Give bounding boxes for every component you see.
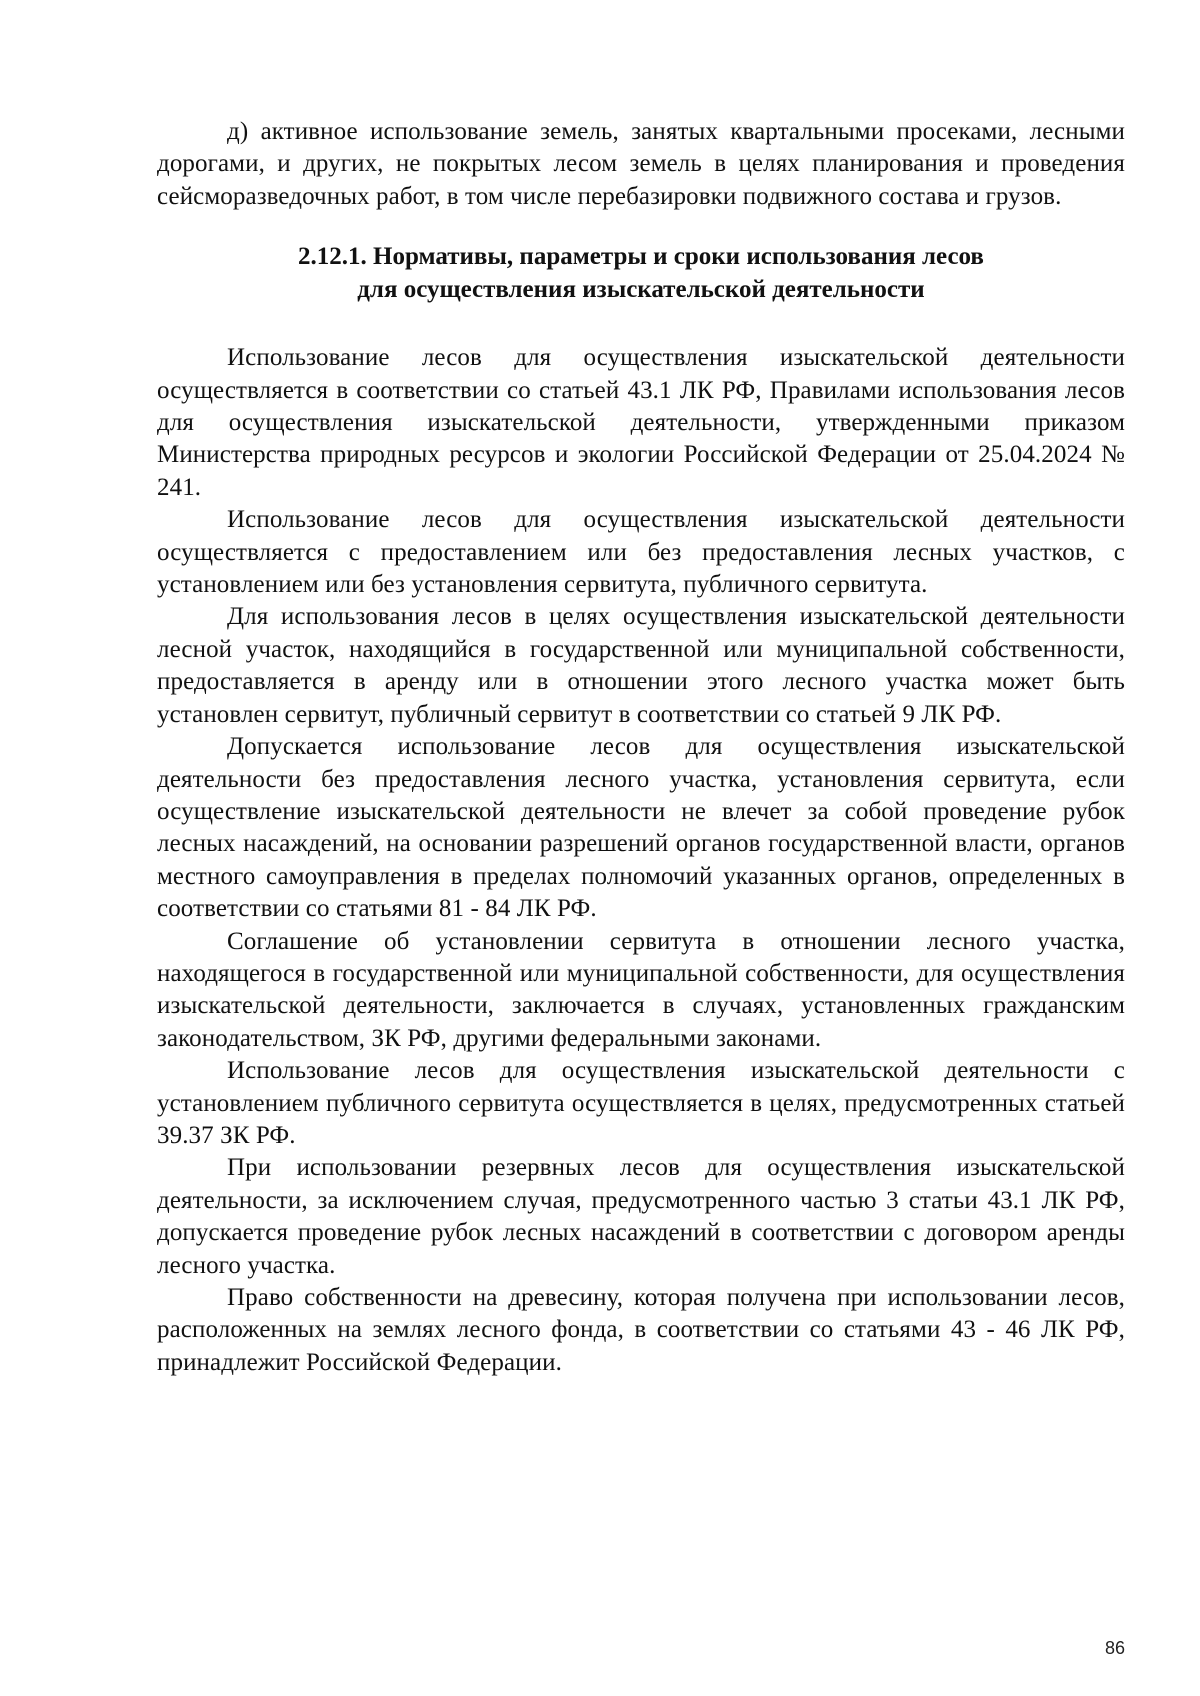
body-paragraph-1: Использование лесов для осуществления изыскательской деятельности осуществляется в соответствии со статьей 43.1 ЛК РФ, Правилами использования лесов для осуществления изыскательской деятельности, утвержденными приказом Министерства природных ресурсов и экологии Российской Федерации от 25.04.2024 № 241. [157,344,1125,501]
intro-paragraph: д) активное использование земель, занятых квартальными просеками, лесными дорогами, и других, не покрытых лесом земель в целях планирования и проведения сейсморазведочных работ, в том числе перебазировки подвижного состава и грузов. [157,118,1125,210]
page-number: 86 [1104,1638,1125,1658]
body-paragraph-3: Для использования лесов в целях осуществления изыскательской деятельности лесной участок, находящийся в государственной или муниципальной собственности, предоставляется в аренду или в отношении этого лесного участка может быть установлен сервитут, публичный сервитут в соответствии со статьей 9 ЛК РФ. [157,603,1125,728]
body-paragraph-2: Использование лесов для осуществления изыскательской деятельности осуществляется с предоставлением или без предоставления лесных участков, с установлением или без установления сервитута, публичного сервитута. [157,506,1125,599]
section-heading-line-2: для осуществления изыскательской деятельности [357,276,925,304]
body-paragraph-6: Использование лесов для осуществления изыскательской деятельности с установлением публичного сервитута осуществляется в целях, предусмотренных статьей 39.37 ЗК РФ. [157,1057,1125,1149]
section-heading [157,240,1125,306]
body-paragraph-8: Право собственности на древесину, которая получена при использовании лесов, расположенных на землях лесного фонда, в соответствии со статьями 43 - 46 ЛК РФ, принадлежит Российской Федерации. [157,1284,1125,1376]
body-paragraph-5: Соглашение об установлении сервитута в отношении лесного участка, находящегося в государственной или муниципальной собственности, для осуществления изыскательской деятельности, заключается в случаях, установленных гражданским законодательством, ЗК РФ, другими федеральными законами. [157,927,1125,1052]
body-paragraph-4: Допускается использование лесов для осуществления изыскательской деятельности без предоставления лесного участка, установления сервитута, если осуществление изыскательской деятельности не влечет за собой проведение рубок лесных насаждений, на основании разрешений органов государственной власти, органов местного самоуправления в пределах полномочий указанных органов, определенных в соответствии со статьями 81 - 84 ЛК РФ. [157,733,1125,923]
body-paragraph-7: При использовании резервных лесов для осуществления изыскательской деятельности, за исключением случая, предусмотренного частью 3 статьи 43.1 ЛК РФ, допускается проведение рубок лесных насаждений в соответствии с договором аренды лесного участка. [157,1154,1125,1279]
document-page [157,116,1125,1379]
section-heading-line-1: 2.12.1. Нормативы, параметры и сроки использования лесов [298,243,984,271]
